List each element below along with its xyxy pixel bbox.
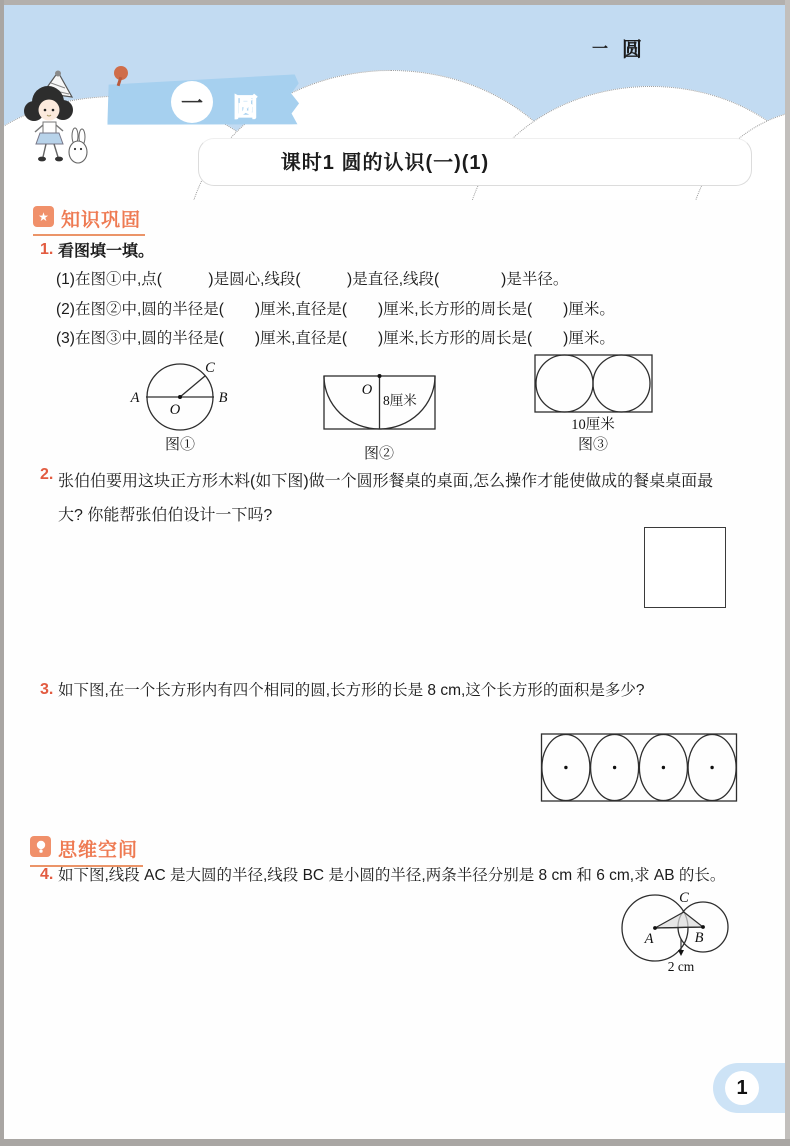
scan-edge: [0, 0, 790, 5]
fig4-label-A: A: [644, 931, 654, 947]
page-number: [725, 1071, 759, 1105]
unit-number: 一: [592, 41, 609, 58]
fig2-label-O: O: [361, 382, 373, 398]
figure-square-wood: [644, 527, 726, 608]
unit-badge-number: [171, 81, 213, 123]
question-3-text: 如下图,在一个长方形内有四个相同的圆,长方形的长是 8 cm,这个长方形的面积是多少?: [58, 682, 645, 699]
fig1-caption: 图①: [164, 436, 196, 453]
unit-header: [592, 33, 642, 62]
page-number-value: 1: [736, 1076, 748, 1099]
lightbulb-icon: [30, 836, 51, 857]
badge-unit-char: 一: [180, 90, 203, 116]
question-1-number: 1.: [40, 241, 54, 258]
unit-name: 圆: [622, 39, 643, 61]
question-1-line-1: (1)在图①中,点( )是圆心,线段( )是直径,线段( )是半径。: [56, 271, 569, 288]
question-2-text: 张伯伯要用这块正方形木料(如下图)做一个圆形餐桌的桌面,怎么操作才能使做成的餐桌桌面最大? 你能帮张伯伯设计一下吗?: [58, 473, 714, 524]
figure-1-circle-diagram: [118, 350, 238, 455]
fig4-measure-2cm: 2 cm: [667, 959, 695, 974]
scan-edge: [0, 0, 4, 1146]
section-underline: [33, 234, 145, 236]
star-icon: ★: [33, 206, 54, 227]
pushpin-icon: [114, 66, 128, 80]
fig1-label-B: B: [218, 390, 228, 406]
fig1-label-C: C: [205, 360, 215, 376]
figure-two-overlapping-circles: [611, 887, 759, 987]
unit-badge-subject: 圆: [233, 94, 259, 122]
fig2-caption: 图②: [363, 445, 395, 462]
figure-3-two-circles-diagram: [526, 348, 661, 456]
lesson-title: 课时1 圆的认识(一)(1): [280, 152, 490, 174]
question-4-text: 如下图,线段 AC 是大圆的半径,线段 BC 是小圆的半径,两条半径分别是 8 cm 和 6 cm,求 AB 的长。: [58, 867, 726, 884]
section-title-thinking: 思维空间: [58, 840, 139, 861]
figure-2-semicircle-diagram: [313, 366, 448, 464]
fig1-label-O: O: [169, 402, 181, 418]
fig1-label-A: A: [130, 390, 140, 406]
question-3-number: 3.: [40, 681, 54, 698]
fig3-caption: 图③: [577, 436, 609, 453]
fig4-label-C: C: [679, 890, 689, 906]
scan-edge: [0, 1139, 790, 1146]
fig4-label-B: B: [694, 930, 704, 946]
girl-mascot-illustration: [18, 70, 92, 168]
question-1-prompt: 看图填一填。: [58, 243, 155, 260]
fig3-measure-10cm: 10厘米: [571, 417, 615, 433]
question-4-number: 4.: [40, 866, 54, 883]
section-title-knowledge: 知识巩固: [61, 210, 142, 231]
figure-four-circles-in-rectangle: [540, 732, 740, 804]
scan-edge: [785, 0, 790, 1146]
question-1-line-2: (2)在图②中,圆的半径是( )厘米,直径是( )厘米,长方形的周长是( )厘米。: [56, 301, 615, 318]
fig2-measure-8cm: 8厘米: [383, 393, 417, 408]
question-2-number: 2.: [40, 466, 54, 483]
question-1-line-3: (3)在图③中,圆的半径是( )厘米,直径是( )厘米,长方形的周长是( )厘米。: [56, 330, 615, 347]
